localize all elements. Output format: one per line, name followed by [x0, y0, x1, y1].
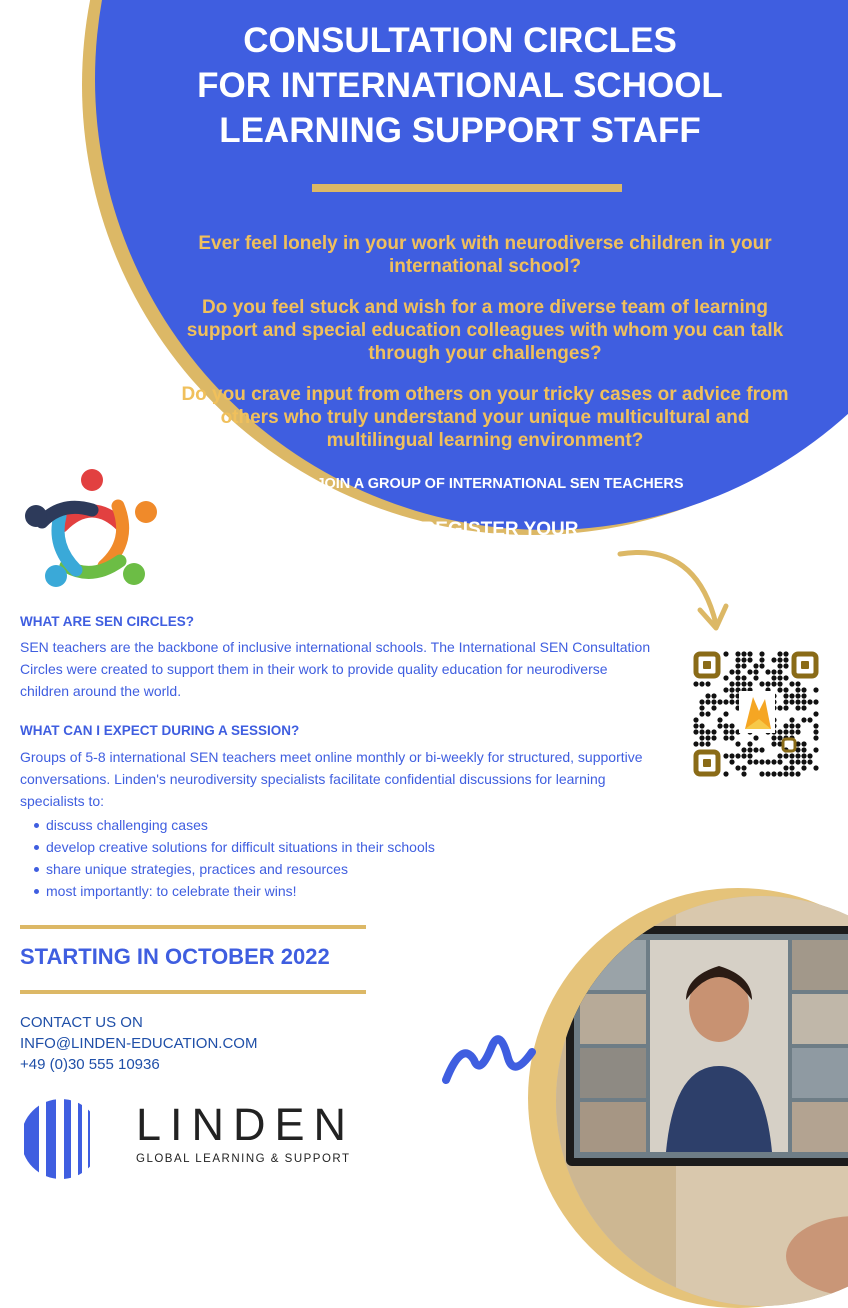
logo-wordmark: LINDEN: [136, 1099, 356, 1150]
people-circle-icon: [22, 466, 162, 592]
list-item: develop creative solutions for difficult situations in their schools: [20, 836, 435, 858]
what-are-body: SEN teachers are the backbone of inclusive international schools. The International SEN Consultation Circles were created to support them in their work to provide quality education for neurodiverse children around the world.: [20, 639, 651, 699]
title-line-2: FOR INTERNATIONAL SCHOOL: [197, 66, 723, 105]
divider-top: [20, 925, 366, 929]
page-title: [150, 18, 770, 153]
qr-code-icon[interactable]: [693, 651, 819, 777]
expect-bullet-list: [20, 814, 435, 902]
expect-heading: WHAT CAN I EXPECT DURING A SESSION?: [20, 723, 300, 738]
question-1: Ever feel lonely in your work with neurodiverse children in your international school?: [198, 233, 772, 277]
list-item: discuss challenging cases: [20, 814, 435, 836]
register-line-2: INTEREST TODAY!: [415, 546, 585, 567]
starting-date: STARTING IN OCTOBER 2022: [20, 944, 330, 969]
squiggle-icon: [440, 1020, 540, 1100]
list-item: share unique strategies, practices and resources: [20, 858, 435, 880]
join-group-text: JOIN A GROUP OF INTERNATIONAL SEN TEACHERS: [316, 476, 684, 492]
divider-bottom: [20, 990, 366, 994]
linden-logo-icon: [20, 1098, 102, 1180]
logo-tagline: GLOBAL LEARNING & SUPPORT: [136, 1153, 351, 1165]
title-line-1: CONSULTATION CIRCLES: [243, 21, 677, 60]
list-item: most importantly: to celebrate their wins!: [20, 880, 435, 902]
contact-phone[interactable]: +49 (0)30 555 10936: [20, 1056, 160, 1073]
expect-body: Groups of 5-8 international SEN teachers meet online monthly or bi-weekly for structured, supportive conversations. Linden's neurodiversity specialists facilitate confidential discussions for learning specialists to:: [20, 749, 643, 809]
register-interest-cta: [380, 516, 620, 570]
arrow-icon: [608, 540, 738, 640]
question-2: Do you feel stuck and wish for a more diverse team of learning support and special education colleagues with whom you can talk through your challenges?: [186, 297, 784, 364]
register-line-1: REGISTER YOUR: [421, 519, 579, 540]
contact-label: CONTACT US ON: [20, 1014, 143, 1031]
contact-block: [20, 1012, 257, 1075]
what-are-heading: WHAT ARE SEN CIRCLES?: [20, 614, 194, 629]
contact-email[interactable]: INFO@LINDEN-EDUCATION.COM: [20, 1035, 258, 1052]
question-3: Do you crave input from others on your tricky cases or advice from others who truly understand your unique multicultural and multilingual learning environment?: [181, 384, 789, 451]
title-line-3: LEARNING SUPPORT STAFF: [219, 111, 701, 150]
title-divider: [312, 184, 622, 192]
